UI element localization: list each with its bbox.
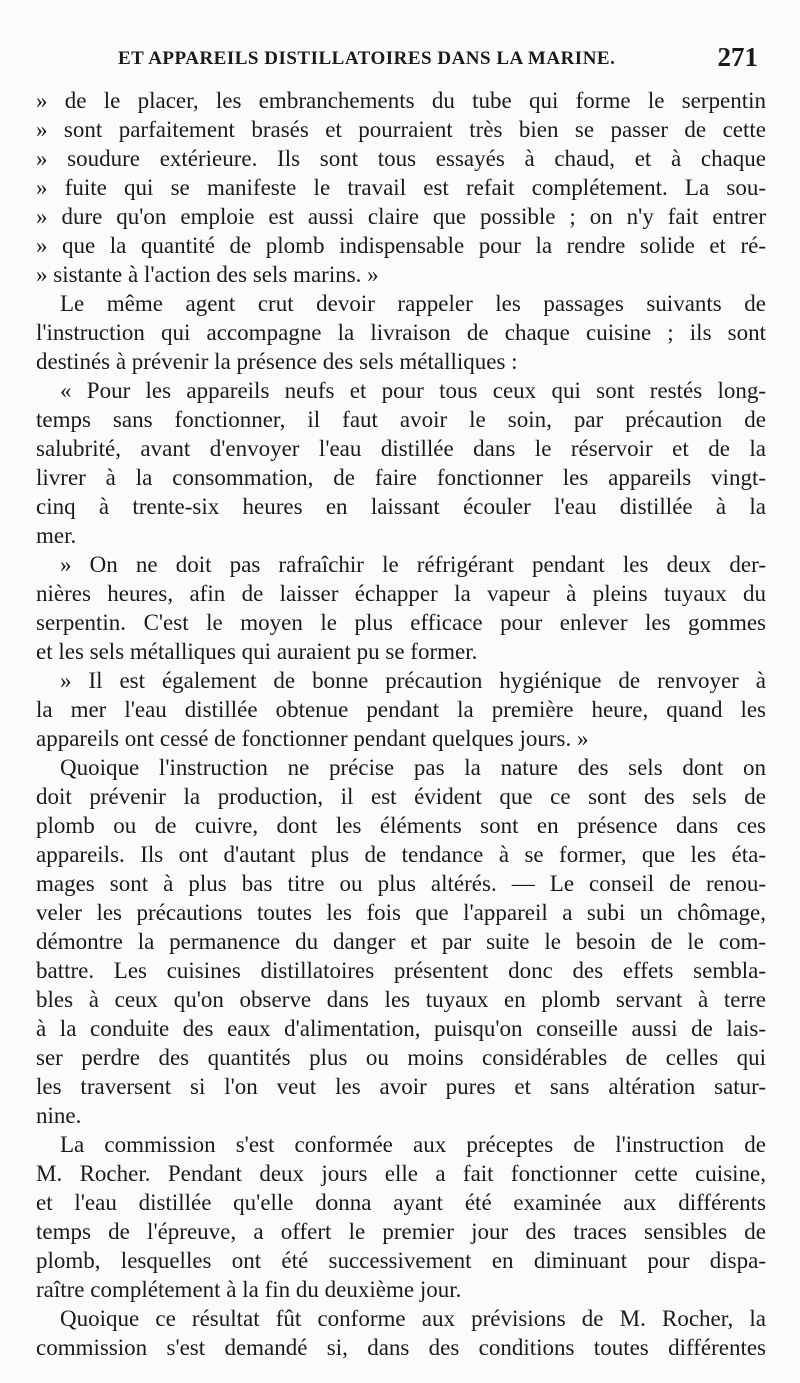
text-line: Le même agent crut devoir rappeler les passages suivants de: [60, 291, 766, 316]
text-line: la mer l'eau distillée obtenue pendant la première heure, quand les: [36, 697, 766, 722]
text-line: veler les précautions toutes les fois que l'appareil a subi un chômage,: [36, 900, 766, 925]
text-line: » On ne doit pas rafraîchir le réfrigérant pendant les deux der-: [60, 552, 766, 577]
text-line: doit prévenir la production, il est évident que ce sont des sels de: [36, 784, 766, 809]
text-line: » soudure extérieure. Ils sont tous essayés à chaud, et à chaque: [36, 146, 766, 171]
text-line: mages sont à plus bas titre ou plus altérés. — Le conseil de renou-: [36, 871, 766, 896]
text-line: commission s'est demandé si, dans des conditions toutes différentes: [36, 1335, 766, 1360]
text-line: nine.: [36, 1103, 82, 1128]
page-number: 271: [717, 42, 758, 72]
text-line: ser perdre des quantités plus ou moins considérables de celles qui: [36, 1045, 766, 1070]
text-line: serpentin. C'est le moyen le plus efficace pour enlever les gommes: [36, 610, 766, 635]
text-line: » sistante à l'action des sels marins. »: [36, 262, 379, 287]
text-line: et les sels métalliques qui auraient pu se former.: [36, 639, 478, 664]
text-line: » sont parfaitement brasés et pourraient très bien se passer de cette: [36, 117, 766, 142]
page-header: [118, 38, 758, 74]
text-line: destinés à prévenir la présence des sels métalliques :: [36, 349, 518, 374]
text-line: » que la quantité de plomb indispensable pour la rendre solide et ré-: [36, 233, 766, 258]
text-line: les traversent si l'on veut les avoir pures et sans altération satur-: [36, 1074, 766, 1099]
text-line: à la conduite des eaux d'alimentation, puisqu'on conseille aussi de lais-: [36, 1016, 766, 1041]
text-line: » de le placer, les embranchements du tube qui forme le serpentin: [36, 88, 766, 113]
text-line: raître complétement à la fin du deuxième jour.: [36, 1277, 462, 1302]
text-line: appareils. Ils ont d'autant plus de tendance à se former, que les éta-: [36, 842, 766, 867]
running-title: ET APPAREILS DISTILLATOIRES DANS LA MARINE.: [118, 48, 616, 69]
text-line: bles à ceux qu'on observe dans les tuyaux en plomb servant à terre: [36, 987, 766, 1012]
text-line: « Pour les appareils neufs et pour tous ceux qui sont restés long-: [60, 378, 766, 403]
text-line: mer.: [36, 523, 77, 548]
text-line: » fuite qui se manifeste le travail est refait complétement. La sou-: [36, 175, 766, 200]
text-line: plomb ou de cuivre, dont les éléments sont en présence dans ces: [36, 813, 766, 838]
text-line: salubrité, avant d'envoyer l'eau distillée dans le réservoir et de la: [36, 436, 766, 461]
text-line: démontre la permanence du danger et par suite le besoin de le com-: [36, 929, 766, 954]
text-line: livrer à la consommation, de faire fonctionner les appareils vingt-: [36, 465, 766, 490]
text-line: M. Rocher. Pendant deux jours elle a fait fonctionner cette cuisine,: [36, 1161, 766, 1186]
text-line: nières heures, afin de laisser échapper la vapeur à pleins tuyaux du: [36, 581, 766, 606]
text-line: plomb, lesquelles ont été successivement en diminuant pour dispa-: [36, 1248, 766, 1273]
text-line: cinq à trente-six heures en laissant écouler l'eau distillée à la: [36, 494, 766, 519]
text-line: La commission s'est conformée aux préceptes de l'instruction de: [60, 1132, 766, 1157]
text-line: l'instruction qui accompagne la livraison de chaque cuisine ; ils sont: [36, 320, 766, 345]
body-text: [36, 86, 766, 1362]
text-line: Quoique l'instruction ne précise pas la nature des sels dont on: [60, 755, 766, 780]
text-line: temps de l'épreuve, a offert le premier jour des traces sensibles de: [36, 1219, 766, 1244]
text-line: appareils ont cessé de fonctionner pendant quelques jours. »: [36, 726, 589, 751]
text-line: battre. Les cuisines distillatoires présentent donc des effets sembla-: [36, 958, 766, 983]
text-line: temps sans fonctionner, il faut avoir le soin, par précaution de: [36, 407, 766, 432]
text-line: » Il est également de bonne précaution hygiénique de renvoyer à: [60, 668, 766, 693]
text-line: et l'eau distillée qu'elle donna ayant été examinée aux différents: [36, 1190, 766, 1215]
text-line: Quoique ce résultat fût conforme aux prévisions de M. Rocher, la: [60, 1306, 766, 1331]
text-line: » dure qu'on emploie est aussi claire que possible ; on n'y fait entrer: [36, 204, 766, 229]
